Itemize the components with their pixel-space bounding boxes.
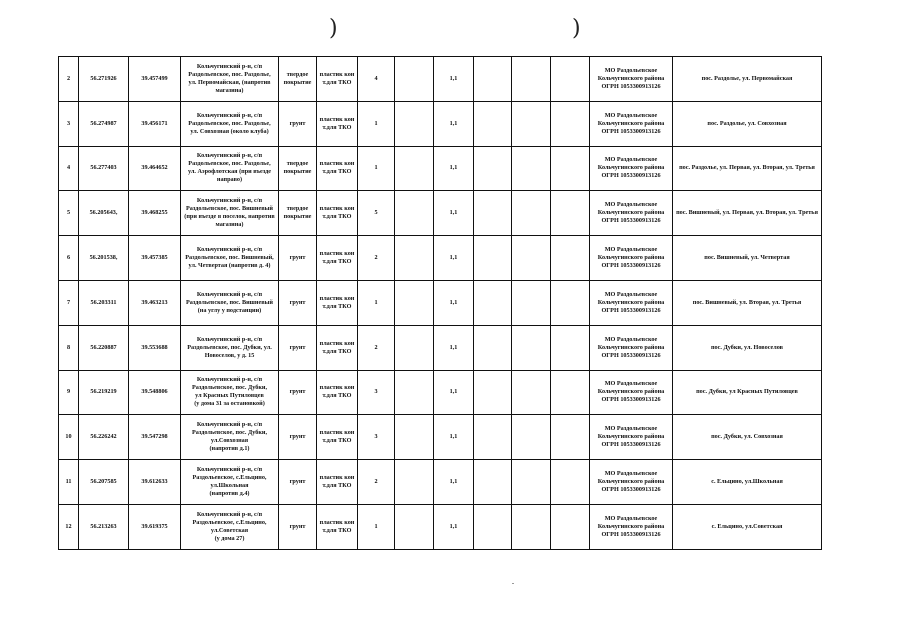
- container-type-cell: пластик кон т.для ТКО: [317, 370, 358, 415]
- served-area-cell: пос. Дубки, ул Красных Путиловцев: [673, 370, 822, 415]
- container-type-cell: пластик кон т.для ТКО: [317, 191, 358, 236]
- latitude-cell: 56.277403: [79, 146, 129, 191]
- empty-cell: [512, 236, 551, 281]
- container-count-cell: 1: [358, 101, 395, 146]
- container-type-cell: пластик кон т.для ТКО: [317, 460, 358, 505]
- empty-cell: [551, 415, 590, 460]
- owner-cell: МО Раздольевское Кольчугинского района ОГРН 1053300913126: [590, 504, 673, 549]
- row-number: 5: [59, 191, 79, 236]
- address-cell: Кольчугинский р-н, с/п Раздольевское, пос. Раздолье, ул. Аэрофлотская (при въезде направо): [181, 146, 279, 191]
- empty-cell: [551, 504, 590, 549]
- header-mark-right: ): [572, 16, 581, 41]
- volume-cell: 1,1: [434, 57, 474, 102]
- served-area-cell: пос. Раздолье, ул. Первомайская: [673, 57, 822, 102]
- address-cell: Кольчугинский р-н, с/п Раздольевское, пос. Вишневый (при въезде в поселок, напротив магазина): [181, 191, 279, 236]
- scan-speck: [512, 583, 514, 584]
- volume-cell: 1,1: [434, 460, 474, 505]
- latitude-cell: 56.220887: [79, 325, 129, 370]
- owner-cell: МО Раздольевское Кольчугинского района ОГРН 1053300913126: [590, 325, 673, 370]
- empty-cell: [512, 191, 551, 236]
- row-number: 4: [59, 146, 79, 191]
- empty-cell: [395, 415, 434, 460]
- container-type-cell: пластик кон т.для ТКО: [317, 57, 358, 102]
- surface-cell: грунт: [279, 460, 317, 505]
- container-count-cell: 2: [358, 325, 395, 370]
- table-row: [59, 57, 822, 102]
- empty-cell: [551, 101, 590, 146]
- empty-cell: [551, 191, 590, 236]
- empty-cell: [474, 236, 512, 281]
- container-type-cell: пластик кон т.для ТКО: [317, 280, 358, 325]
- owner-cell: МО Раздольевское Кольчугинского района ОГРН 1053300913126: [590, 57, 673, 102]
- longitude-cell: 39.553688: [129, 325, 181, 370]
- empty-cell: [474, 415, 512, 460]
- table-row: [59, 460, 822, 505]
- longitude-cell: 39.547298: [129, 415, 181, 460]
- latitude-cell: 56.203311: [79, 280, 129, 325]
- served-area-cell: пос. Раздолье, ул. Совхозная: [673, 101, 822, 146]
- longitude-cell: 39.456171: [129, 101, 181, 146]
- empty-cell: [551, 57, 590, 102]
- empty-cell: [551, 460, 590, 505]
- row-number: 7: [59, 280, 79, 325]
- owner-cell: МО Раздольевское Кольчугинского района ОГРН 1053300913126: [590, 280, 673, 325]
- surface-cell: твердое покрытие: [279, 191, 317, 236]
- volume-cell: 1,1: [434, 191, 474, 236]
- empty-cell: [512, 57, 551, 102]
- owner-cell: МО Раздольевское Кольчугинского района ОГРН 1053300913126: [590, 191, 673, 236]
- served-area-cell: пос. Дубки, ул. Совхозная: [673, 415, 822, 460]
- volume-cell: 1,1: [434, 504, 474, 549]
- served-area-cell: пос. Вишневый, ул. Четвертая: [673, 236, 822, 281]
- empty-cell: [512, 101, 551, 146]
- volume-cell: 1,1: [434, 146, 474, 191]
- longitude-cell: 39.464652: [129, 146, 181, 191]
- owner-cell: МО Раздольевское Кольчугинского района ОГРН 1053300913126: [590, 101, 673, 146]
- empty-cell: [474, 191, 512, 236]
- empty-cell: [395, 191, 434, 236]
- empty-cell: [512, 504, 551, 549]
- address-cell: Кольчугинский р-н, с/п Раздольевское, пос. Вишневый (на углу у подстанции): [181, 280, 279, 325]
- table-row: [59, 280, 822, 325]
- waste-sites-table: [58, 56, 822, 550]
- volume-cell: 1,1: [434, 280, 474, 325]
- surface-cell: грунт: [279, 370, 317, 415]
- table-row: [59, 101, 822, 146]
- container-count-cell: 5: [358, 191, 395, 236]
- served-area-cell: пос. Вишневый, ул. Первая, ул. Вторая, ул. Третья: [673, 191, 822, 236]
- owner-cell: МО Раздольевское Кольчугинского района ОГРН 1053300913126: [590, 370, 673, 415]
- served-area-cell: с. Ельцино, ул.Школьная: [673, 460, 822, 505]
- container-count-cell: 1: [358, 280, 395, 325]
- volume-cell: 1,1: [434, 415, 474, 460]
- container-count-cell: 3: [358, 370, 395, 415]
- container-count-cell: 2: [358, 460, 395, 505]
- container-type-cell: пластик кон т.для ТКО: [317, 146, 358, 191]
- table-row: [59, 191, 822, 236]
- row-number: 2: [59, 57, 79, 102]
- empty-cell: [512, 325, 551, 370]
- empty-cell: [512, 460, 551, 505]
- latitude-cell: 56.226242: [79, 415, 129, 460]
- container-count-cell: 2: [358, 236, 395, 281]
- container-type-cell: пластик кон т.для ТКО: [317, 504, 358, 549]
- surface-cell: грунт: [279, 415, 317, 460]
- address-cell: Кольчугинский р-н, с/п Раздольевское, пос. Раздолье, ул. Совхозная (около клуба): [181, 101, 279, 146]
- volume-cell: 1,1: [434, 325, 474, 370]
- longitude-cell: 39.468255: [129, 191, 181, 236]
- served-area-cell: пос. Дубки, ул. Новоселов: [673, 325, 822, 370]
- owner-cell: МО Раздольевское Кольчугинского района ОГРН 1053300913126: [590, 236, 673, 281]
- empty-cell: [474, 504, 512, 549]
- empty-cell: [395, 325, 434, 370]
- empty-cell: [551, 236, 590, 281]
- container-count-cell: 3: [358, 415, 395, 460]
- row-number: 6: [59, 236, 79, 281]
- empty-cell: [474, 325, 512, 370]
- empty-cell: [512, 370, 551, 415]
- surface-cell: грунт: [279, 280, 317, 325]
- served-area-cell: пос. Раздолье, ул. Первая, ул. Вторая, ул. Третья: [673, 146, 822, 191]
- latitude-cell: 56.205643,: [79, 191, 129, 236]
- address-cell: Кольчугинский р-н, с/п Раздольевское, пос. Раздолье, ул. Первомайская, (напротив магазина): [181, 57, 279, 102]
- table-row: [59, 146, 822, 191]
- empty-cell: [395, 460, 434, 505]
- header-mark-left: ): [329, 16, 338, 41]
- empty-cell: [395, 504, 434, 549]
- empty-cell: [551, 146, 590, 191]
- table-row: [59, 370, 822, 415]
- empty-cell: [395, 101, 434, 146]
- latitude-cell: 56.274987: [79, 101, 129, 146]
- row-number: 3: [59, 101, 79, 146]
- row-number: 11: [59, 460, 79, 505]
- empty-cell: [395, 236, 434, 281]
- row-number: 12: [59, 504, 79, 549]
- longitude-cell: 39.457499: [129, 57, 181, 102]
- served-area-cell: пос. Вишневый, ул. Вторая, ул. Третья: [673, 280, 822, 325]
- owner-cell: МО Раздольевское Кольчугинского района ОГРН 1053300913126: [590, 415, 673, 460]
- served-area-cell: с. Ельцино, ул.Советская: [673, 504, 822, 549]
- address-cell: Кольчугинский р-н, с/п Раздольевское, пос. Дубки, ул Красных Путиловцев (у дома 31 за остановкой): [181, 370, 279, 415]
- empty-cell: [512, 415, 551, 460]
- latitude-cell: 56.219219: [79, 370, 129, 415]
- empty-cell: [395, 146, 434, 191]
- empty-cell: [474, 280, 512, 325]
- container-count-cell: 4: [358, 57, 395, 102]
- container-count-cell: 1: [358, 146, 395, 191]
- volume-cell: 1,1: [434, 370, 474, 415]
- empty-cell: [474, 370, 512, 415]
- longitude-cell: 39.457385: [129, 236, 181, 281]
- volume-cell: 1,1: [434, 236, 474, 281]
- longitude-cell: 39.619375: [129, 504, 181, 549]
- longitude-cell: 39.548806: [129, 370, 181, 415]
- empty-cell: [551, 370, 590, 415]
- row-number: 8: [59, 325, 79, 370]
- address-cell: Кольчугинский р-н, с/п Раздольевское, пос. Дубки, ул.Совхозная (напротив д.1): [181, 415, 279, 460]
- table-row: [59, 504, 822, 549]
- surface-cell: твердое покрытие: [279, 57, 317, 102]
- latitude-cell: 56.201538,: [79, 236, 129, 281]
- container-type-cell: пластик кон т.для ТКО: [317, 325, 358, 370]
- empty-cell: [395, 57, 434, 102]
- empty-cell: [474, 57, 512, 102]
- longitude-cell: 39.463213: [129, 280, 181, 325]
- empty-cell: [474, 460, 512, 505]
- empty-cell: [395, 280, 434, 325]
- empty-cell: [551, 280, 590, 325]
- latitude-cell: 56.207585: [79, 460, 129, 505]
- surface-cell: твердое покрытие: [279, 146, 317, 191]
- empty-cell: [395, 370, 434, 415]
- empty-cell: [551, 325, 590, 370]
- empty-cell: [512, 280, 551, 325]
- surface-cell: грунт: [279, 504, 317, 549]
- address-cell: Кольчугинский р-н, с/п Раздольевское, пос. Дубки, ул. Новоселов, у д. 15: [181, 325, 279, 370]
- table-row: [59, 236, 822, 281]
- address-cell: Кольчугинский р-н, с/п Раздольевское, с.Ельцино, ул.Школьная (напротив д.4): [181, 460, 279, 505]
- row-number: 10: [59, 415, 79, 460]
- owner-cell: МО Раздольевское Кольчугинского района ОГРН 1053300913126: [590, 460, 673, 505]
- table-row: [59, 415, 822, 460]
- container-type-cell: пластик кон т.для ТКО: [317, 415, 358, 460]
- empty-cell: [474, 146, 512, 191]
- address-cell: Кольчугинский р-н, с/п Раздольевское, с.Ельцино, ул.Советская (у дома 27): [181, 504, 279, 549]
- address-cell: Кольчугинский р-н, с/п Раздольевское, пос. Вишневый, ул. Четвертая (напротив д. 4): [181, 236, 279, 281]
- empty-cell: [512, 146, 551, 191]
- latitude-cell: 56.271926: [79, 57, 129, 102]
- surface-cell: грунт: [279, 236, 317, 281]
- table-row: [59, 325, 822, 370]
- owner-cell: МО Раздольевское Кольчугинского района ОГРН 1053300913126: [590, 146, 673, 191]
- container-type-cell: пластик кон т.для ТКО: [317, 236, 358, 281]
- container-type-cell: пластик кон т.для ТКО: [317, 101, 358, 146]
- empty-cell: [474, 101, 512, 146]
- container-count-cell: 1: [358, 504, 395, 549]
- surface-cell: грунт: [279, 325, 317, 370]
- longitude-cell: 39.612633: [129, 460, 181, 505]
- surface-cell: грунт: [279, 101, 317, 146]
- latitude-cell: 56.213263: [79, 504, 129, 549]
- volume-cell: 1,1: [434, 101, 474, 146]
- row-number: 9: [59, 370, 79, 415]
